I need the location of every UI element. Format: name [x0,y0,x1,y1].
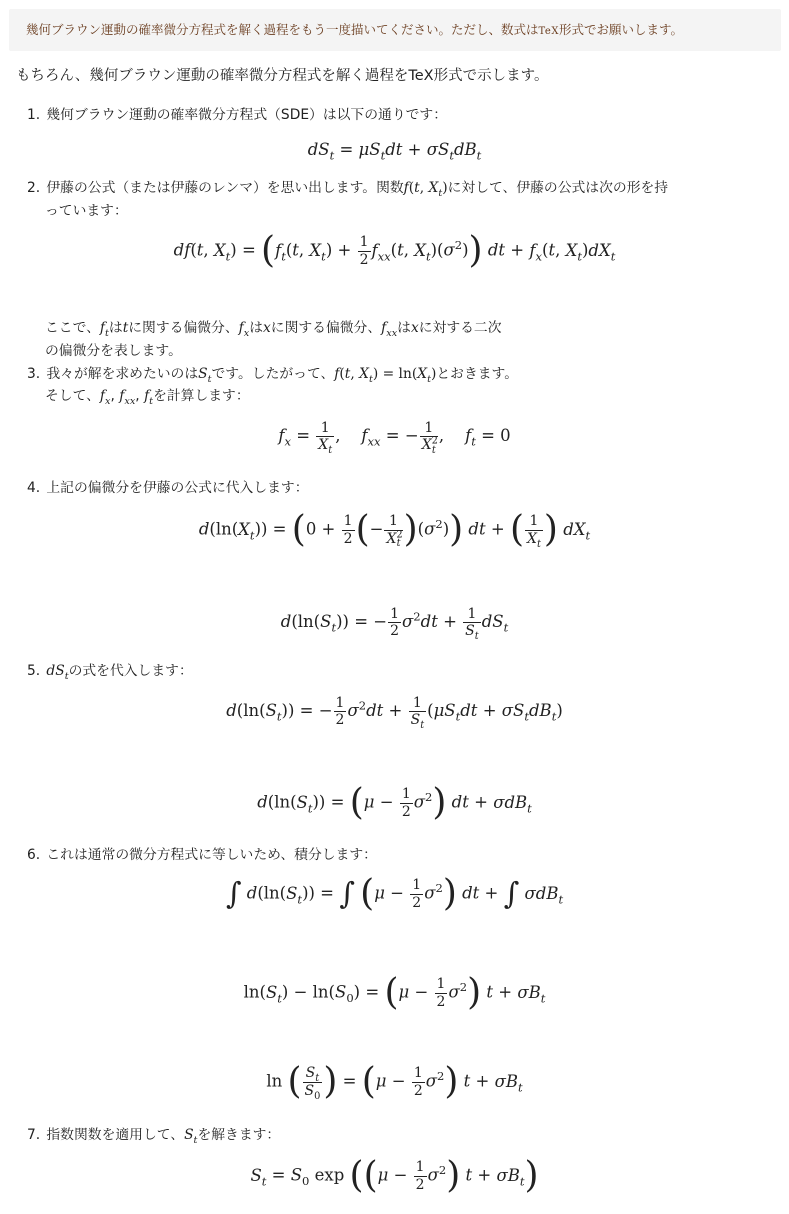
final-solution: $S_t = S_0$ exp ((μ − $\frac{1}{2}$ $\sigma^2$) $t + \sigma B_t$) [250,1155,539,1196]
partial-derivatives: $f_x$ = $\frac{1}{X_t}$ , $f_{xx}$ = − $\frac{1}{X^2_t}$ , $f_t = 0$ [278,420,511,456]
log-ratio-equation: ln ( $\frac{S_t}{S_0}$ ) = (μ − $\frac{1}{2}$ $\sigma^2$) $t + \sigma B_t$ [266,1061,523,1102]
user-prompt-text: 幾何ブラウン運動の確率微分方程式を解く過程をもう一度描いてください。ただし、数式は [26,22,539,37]
step-4: 4. 上記の偏微分を伊藤の公式に代入します： [27,480,309,496]
log-difference-equation: $\ln(S_t) - \ln(S_0) = (\mu$ − $\frac{1}{2}$ $\sigma^2$) $t + \sigma B_t$ [243,972,546,1013]
step-7: 7. 指数関数を適用して、$S_t$を解きます： [27,1127,281,1146]
step-6: 6. これは通常の微分方程式に等しいため、積分します： [27,847,377,863]
user-prompt-text-end: 形式でお願いします。 [558,22,683,37]
log-sde-result: $d(\ln(S_t)) = (\mu$ − $\frac{1}{2}$ $\sigma^2$) dt + σdB$_t$ [257,782,532,823]
step-5: 5. $dS_t$の式を代入します： [27,663,193,682]
substituted-sde-equation: $d(\ln(S_t))$ = − $\frac{1}{2}$ $\sigma^2dt$ + $\frac{1}{S_t}$ $(\mu S_tdt + \sigma S_tdB_t)$ [226,695,563,731]
ito-formula: df(t, $X_t) = (f_t(t$, $X_t$) + $\frac{1}{2}$ $f_{xx}(t$, $X_t)(\sigma^2)$) dt + $f_x(t$, $X_t)dX_t$ [173,230,616,271]
step-2-cont: っています： [45,203,128,219]
step-2-note: ここで、$f_t$はtに関する偏微分、$f_x$はxに関する偏微分、$f_{xx}$はxに対する二次 [45,320,502,339]
tex-logo-text: TeX [538,26,559,37]
answer-intro: もちろん、幾何ブラウン運動の確率微分方程式を解く過程をTeX形式で示します。 [16,68,549,84]
step-3: 3. 我々が解を求めたいのは$S_t$です。したがって、f(t, $X_t) = \ln(X_t)$とおきます。 [27,366,519,385]
step-1: 1. 幾何ブラウン運動の確率微分方程式（SDE）は以下の通りです： [27,107,448,123]
sde-equation: $dS_t = \mu S_tdt + \sigma S_tdB_t$ [307,140,482,163]
substituted-ito-equation: $d(\ln(X_t)) = (0$ + $\frac{1}{2}$ (− $\frac{1}{X^2_t}$ )$(\sigma^2)$) dt + ( $\frac{1}{X_t}$ ) $dX_t$ [198,509,591,550]
user-prompt-bubble [9,9,781,51]
step-2-note-cont: の偏微分を表します。 [45,343,182,359]
step-2: 2. 伊藤の公式（または伊藤のレンマ）を思い出します。関数f(t, $X_t$)に対して、伊藤の公式は次の形を持 [27,180,669,199]
integrated-equation: ∫ $d(\ln(S_t))$ = ∫ (μ − $\frac{1}{2}$ $\sigma^2$) dt + ∫ σdB$_t$ [225,873,564,914]
step-3-cont: そして、$f_x$, $f_{xx}$, $f_t$を計算します： [45,388,250,407]
simplified-log-equation: $d(\ln(S_t))$ = − $\frac{1}{2}$ $\sigma^2dt$ + $\frac{1}{S_t}$ $dS_t$ [280,606,509,642]
